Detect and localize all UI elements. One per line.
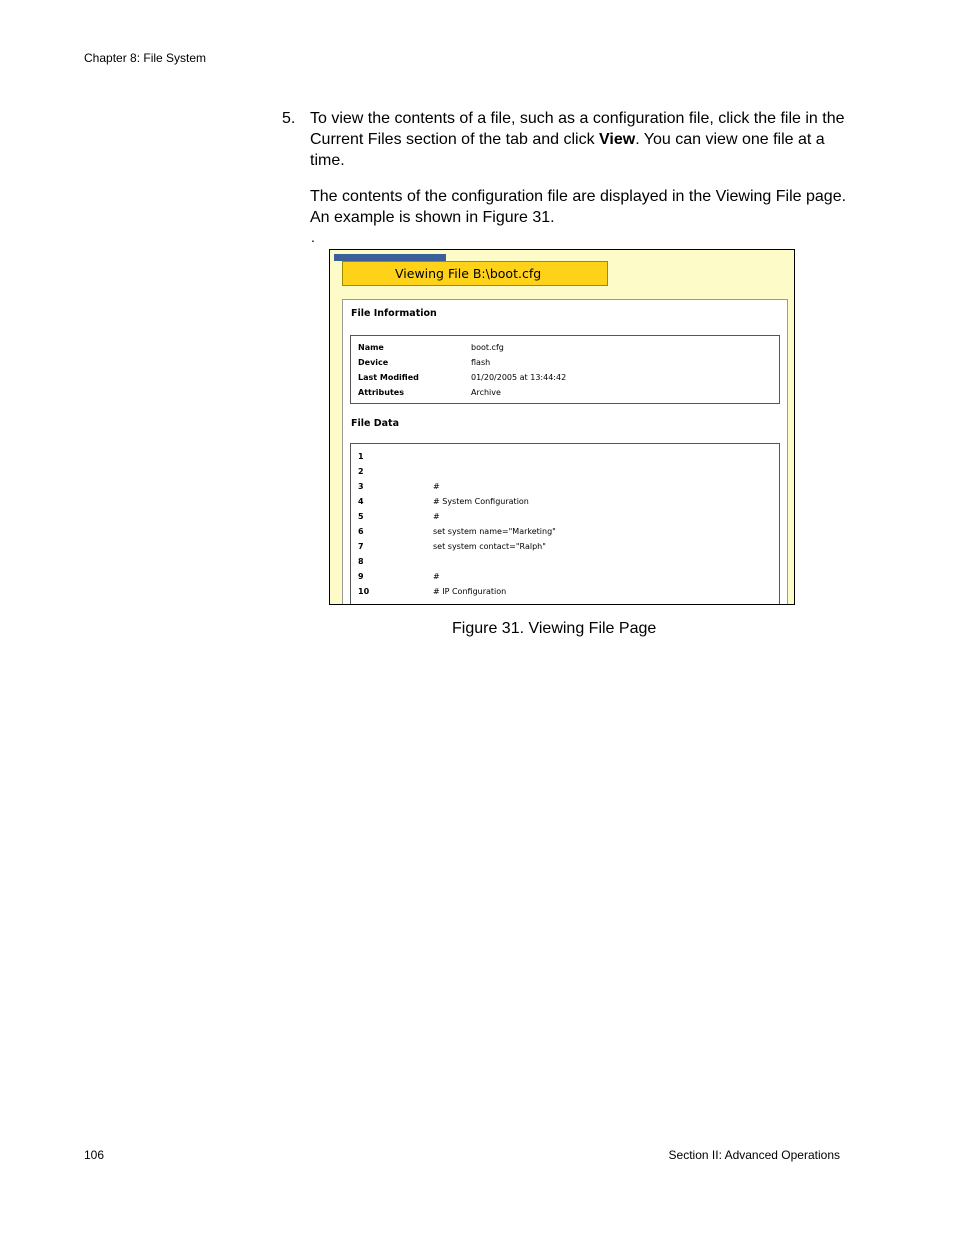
- data-line: [358, 557, 768, 569]
- data-line: [358, 512, 768, 524]
- file-data-heading: File Data: [351, 418, 400, 429]
- line-number: 6: [358, 527, 364, 536]
- info-row-name: [358, 343, 768, 355]
- line-number: 2: [358, 467, 364, 476]
- data-line: [358, 542, 768, 554]
- line-text: # System Configuration: [433, 497, 529, 506]
- info-key: Name: [358, 343, 384, 352]
- body-paragraph: The contents of the configuration file are displayed in the Viewing File page. An example is shown in Figure 31.: [310, 188, 847, 226]
- info-value: Archive: [471, 388, 501, 397]
- line-number: 10: [358, 587, 370, 596]
- data-line: [358, 572, 768, 584]
- title-accent-bar: [334, 254, 446, 261]
- step-number: 5.: [282, 110, 296, 127]
- data-line: [358, 497, 768, 509]
- data-line: [358, 482, 768, 494]
- info-key: Attributes: [358, 388, 404, 397]
- file-information-heading: File Information: [351, 308, 437, 319]
- data-line: [358, 452, 768, 464]
- line-number: 5: [358, 512, 364, 521]
- info-row-device: [358, 358, 768, 370]
- line-number: 1: [358, 452, 364, 461]
- viewing-file-screenshot: [329, 249, 795, 605]
- line-number: 7: [358, 542, 364, 551]
- running-header: Chapter 8: File System: [84, 51, 207, 65]
- data-line: [358, 467, 768, 479]
- line-number: 3: [358, 482, 364, 491]
- info-row-last-modified: [358, 373, 768, 385]
- file-panel: [342, 299, 788, 605]
- info-key: Last Modified: [358, 373, 419, 382]
- figure-caption: Figure 31. Viewing File Page: [452, 620, 657, 637]
- data-line: [358, 527, 768, 539]
- page-number: 106: [84, 1148, 105, 1162]
- info-row-attributes: [358, 388, 768, 400]
- info-value: boot.cfg: [471, 343, 504, 352]
- file-data-listing: [350, 443, 780, 605]
- file-information-table: [350, 335, 780, 404]
- step-text-after: . You can view one file at a time.: [310, 131, 825, 169]
- step-text: [310, 108, 850, 171]
- stray-mark: .: [311, 229, 315, 245]
- info-value: 01/20/2005 at 13:44:42: [471, 373, 567, 382]
- line-text: #: [433, 482, 440, 491]
- info-value: flash: [471, 358, 491, 367]
- step-text-before: To view the contents of a file, such as a configuration file, click the file in the Current Files section of the tab and click: [310, 110, 845, 148]
- line-number: 4: [358, 497, 364, 506]
- page-title: Viewing File B:\boot.cfg: [342, 261, 608, 286]
- data-line: [358, 587, 768, 599]
- line-number: 8: [358, 557, 364, 566]
- view-keyword: View: [599, 131, 636, 148]
- info-key: Device: [358, 358, 389, 367]
- line-text: # IP Configuration: [433, 587, 507, 596]
- line-text: #: [433, 572, 440, 581]
- line-number: 9: [358, 572, 364, 581]
- line-text: set system name="Marketing": [433, 527, 556, 536]
- line-text: #: [433, 512, 440, 521]
- running-footer: Section II: Advanced Operations: [668, 1148, 840, 1162]
- line-text: set system contact="Ralph": [433, 542, 546, 551]
